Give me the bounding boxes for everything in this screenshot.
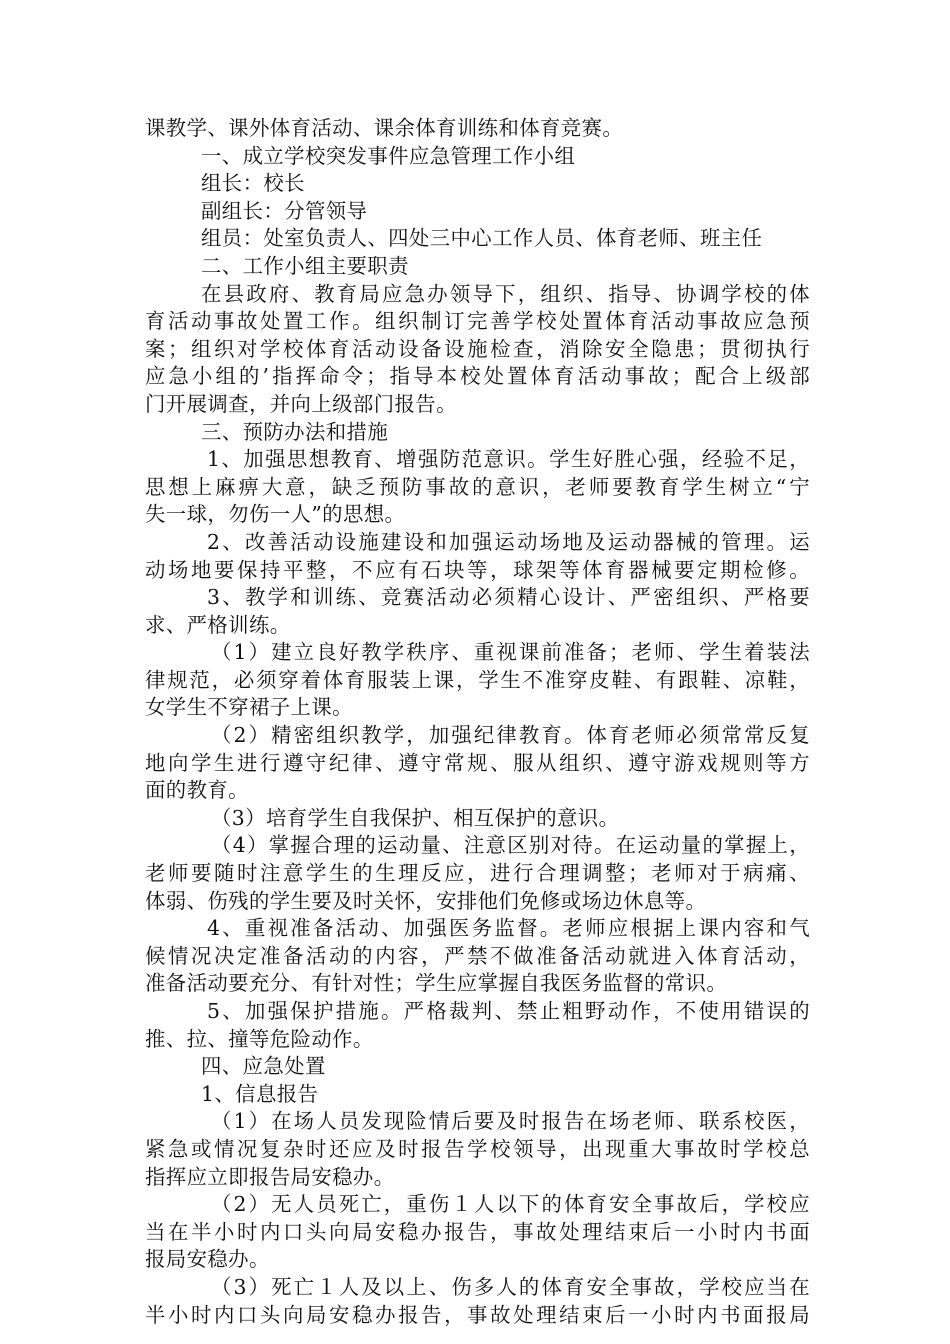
text-line: 组长：校长	[201, 171, 305, 196]
text-line: 案；组织对学校体育活动设备设施检查，消除安全隐患；贯彻执行	[145, 336, 810, 361]
text-line: 5、加强保护措施。严格裁判、禁止粗野动作，不使用错误的	[207, 999, 810, 1023]
document-body	[145, 115, 810, 1329]
text-line: 动场地要保持平整，不应有石块等，球架等体育器械要定期检修。	[145, 557, 810, 582]
text-line: （3）死亡１人及以上、伤多人的体育安全事故，学校应当在	[211, 1274, 810, 1299]
text-line: 1、信息报告	[201, 1081, 319, 1106]
text-line: 准备活动要充分、有针对性；学生应掌握自我医务监督的常识。	[145, 971, 728, 996]
text-line: 二、工作小组主要职责	[201, 253, 409, 278]
text-line: 育活动事故处置工作。组织制订完善学校处置体育活动事故应急预	[145, 309, 810, 334]
text-line: 紧急或情况复杂时还应及时报告学校领导，出现重大事故时学校总	[145, 1136, 810, 1161]
text-line: 地向学生进行遵守纪律、遵守常规、服从组织、遵守游戏规则等方	[145, 750, 810, 775]
text-line: 思想上麻痹大意，缺乏预防事故的意识，老师要教育学生树立“宁	[145, 474, 810, 499]
text-line: 报局安稳办。	[145, 1247, 270, 1272]
text-line: 一、成立学校突发事件应急管理工作小组	[201, 143, 576, 168]
text-line: 四、应急处置	[201, 1054, 326, 1079]
text-line: 4、重视准备活动、加强医务监督。老师应根据上课内容和气	[207, 916, 810, 941]
text-line: 三、预防办法和措施	[201, 419, 389, 444]
text-line: （1）在场人员发现险情后要及时报告在场老师、联系校医，	[211, 1109, 810, 1134]
text-line: 推、拉、撞等危险动作。	[145, 1026, 374, 1051]
text-line: 门开展调查，并向上级部门报告。	[145, 391, 457, 416]
text-line: 失一球，勿伤一人”的思想。	[145, 502, 406, 527]
text-line: （2）无人员死亡，重伤１人以下的体育安全事故后，学校应	[211, 1192, 810, 1217]
text-line: （3）培育学生自我保护、相互保护的意识。	[211, 805, 620, 830]
text-line: 当在半小时内口头向局安稳办报告，事故处理结束后一小时内书面	[145, 1219, 810, 1244]
text-line: 3、教学和训练、竞赛活动必须精心设计、严密组织、严格要	[207, 585, 810, 610]
text-line: （2）精密组织教学，加强纪律教育。体育老师必须常常反复	[211, 723, 810, 748]
text-line: 女学生不穿裙子上课。	[145, 695, 353, 720]
text-line: 老师要随时注意学生的生理反应，进行合理调整；老师对于病痛、	[145, 861, 810, 886]
text-line: 半小时内口头向局安稳办报告，事故处理结束后一小时内书面报局	[145, 1302, 810, 1327]
text-line: 组员：处室负责人、四处三中心工作人员、体育老师、班主任	[201, 226, 763, 251]
text-line: 候情况决定准备活动的内容，严禁不做准备活动就进入体育活动，	[145, 943, 810, 968]
text-line: 体弱、伤残的学生要及时关怀，安排他们免修或场边休息等。	[145, 888, 707, 913]
text-line: （1）建立良好教学秩序、重视课前准备；老师、学生着装法	[211, 640, 810, 665]
text-line: 在县政府、教育局应急办领导下，组织、指导、协调学校的体	[201, 281, 810, 306]
text-line: 指挥应立即报告局安稳办。	[145, 1164, 395, 1189]
text-line: 课教学、课外体育活动、课余体育训练和体育竞赛。	[145, 116, 624, 140]
text-line: 副组长：分管领导	[201, 198, 368, 223]
text-line: 1、加强思想教育、增强防范意识。学生好胜心强，经验不足，	[207, 447, 810, 472]
text-line: 2、改善活动设施建设和加强运动场地及运动器械的管理。运	[207, 529, 810, 554]
text-line: 律规范，必须穿着体育服装上课，学生不准穿皮鞋、有跟鞋、凉鞋，	[145, 667, 810, 692]
text-line: （4）掌握合理的运动量、注意区别对待。在运动量的掌握上，	[211, 833, 810, 858]
text-line: 求、严格训练。	[145, 612, 291, 637]
text-line: 应急小组的’指挥命令；指导本校处置体育活动事故；配合上级部	[145, 364, 810, 389]
text-line: 面的教育。	[145, 778, 249, 803]
